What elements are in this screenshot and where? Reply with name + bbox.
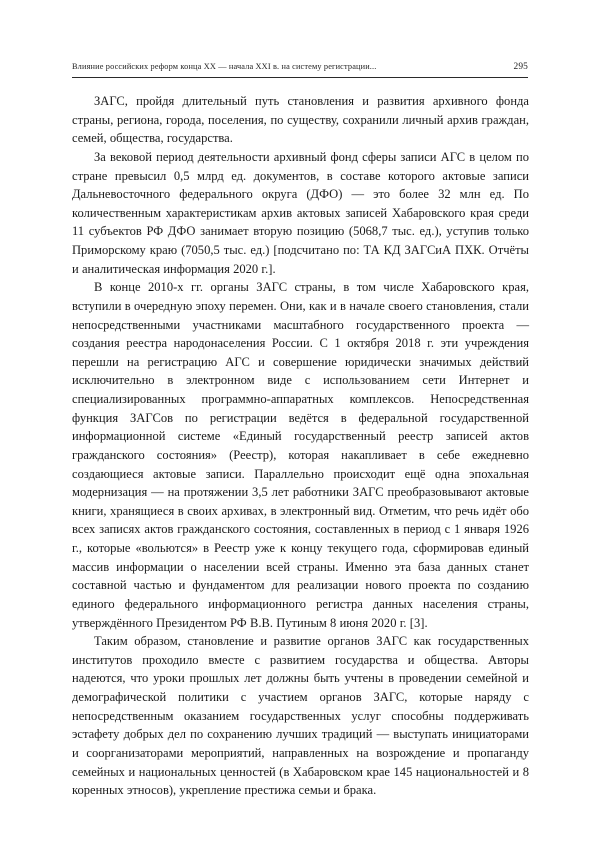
header-divider: [72, 77, 528, 78]
paragraph-1: ЗАГС, пройдя длительный путь становления и развития архивного фонда страны, региона, города, поселения, по существу, сохранили личный архив граждан, семей, общества, государства.: [72, 94, 529, 146]
body-text: [72, 92, 529, 800]
running-head-title: Влияние российских реформ конца XX — начала XXI в. на систему регистрации...: [72, 62, 377, 71]
paragraph-2: За вековой период деятельности архивный фонд сферы записи АГС в целом по стране превысил 0,5 млрд ед. документов, в составе которого актовые записи Дальневосточного федерального округа (ДФО) — это более 32 млн ед. По количественным характеристикам архив актовых записей Хабаровского края среди 11 субъектов РФ ДФО занимает вторую позицию (5068,7 тыс. ед.), уступив только Приморскому краю (7050,5 тыс. ед.) [подсчитано по: ТА КД ЗАГСиА ПХК. Отчёты и аналитическая информация 2020 г.].: [72, 149, 529, 276]
paragraph-3: В конце 2010-х гг. органы ЗАГС страны, в том числе Хабаровского края, вступили в очередную эпоху перемен. Они, как и в начале своего становления, стали непосредственными участниками масштабного государственного проекта — создания реестра народонаселения России. С 1 октября 2018 г. эти учреждения перешли на регистрацию АГС и совершение юридически значимых действий исключительно в электронном виде с использованием сети Интернет и специализированных программно-аппаратных комплексов. Непосредственная функция ЗАГСов по регистрации ведётся в федеральной государственной информационной системе «Единый государственный реестр записей актов гражданского состояния» (Реестр), которая накапливает в себе ежедневно создающиеся актовые записи. Параллельно происходит ещё одна эпохальная модернизация — на протяжении 3,5 лет работники ЗАГС преобразовывают актовые книги, хранящиеся в своих архивах, в электронный вид. Отметим, что речь идёт обо всех записях актов гражданского состояния, составленных в период с 1 января 1926 г., которые «вольются» в Реестр уже к концу текущего года, сформировав единый массив информации о населении всей страны. Именно эта база данных станет составной частью и фундаментом для реализации нового проекта по созданию единого федерального информационного регистра данных населения страны, утверждённого Президентом РФ В.В. Путиным 8 июня 2020 г. [3].: [72, 280, 529, 630]
page-number: 295: [513, 62, 528, 72]
paragraph-4: Таким образом, становление и развитие органов ЗАГС как государственных институтов проходило вместе с развитием государства и общества. Авторы надеются, что уроки прошлых лет должны быть учтены в проведении семейной и демографической политики с участием органов ЗАГС, которые наряду с непосредственным оказанием государственных услуг способны поддерживать эстафету добрых дел по сохранению лучших традиций — выступать инициаторами и соорганизаторами мероприятий, направленных на возрождение и пропаганду семейных и национальных ценностей (в Хабаровском крае 145 национальностей и 8 коренных этносов), укрепление престижа семьи и брака.: [72, 634, 529, 798]
running-head: [72, 62, 528, 72]
